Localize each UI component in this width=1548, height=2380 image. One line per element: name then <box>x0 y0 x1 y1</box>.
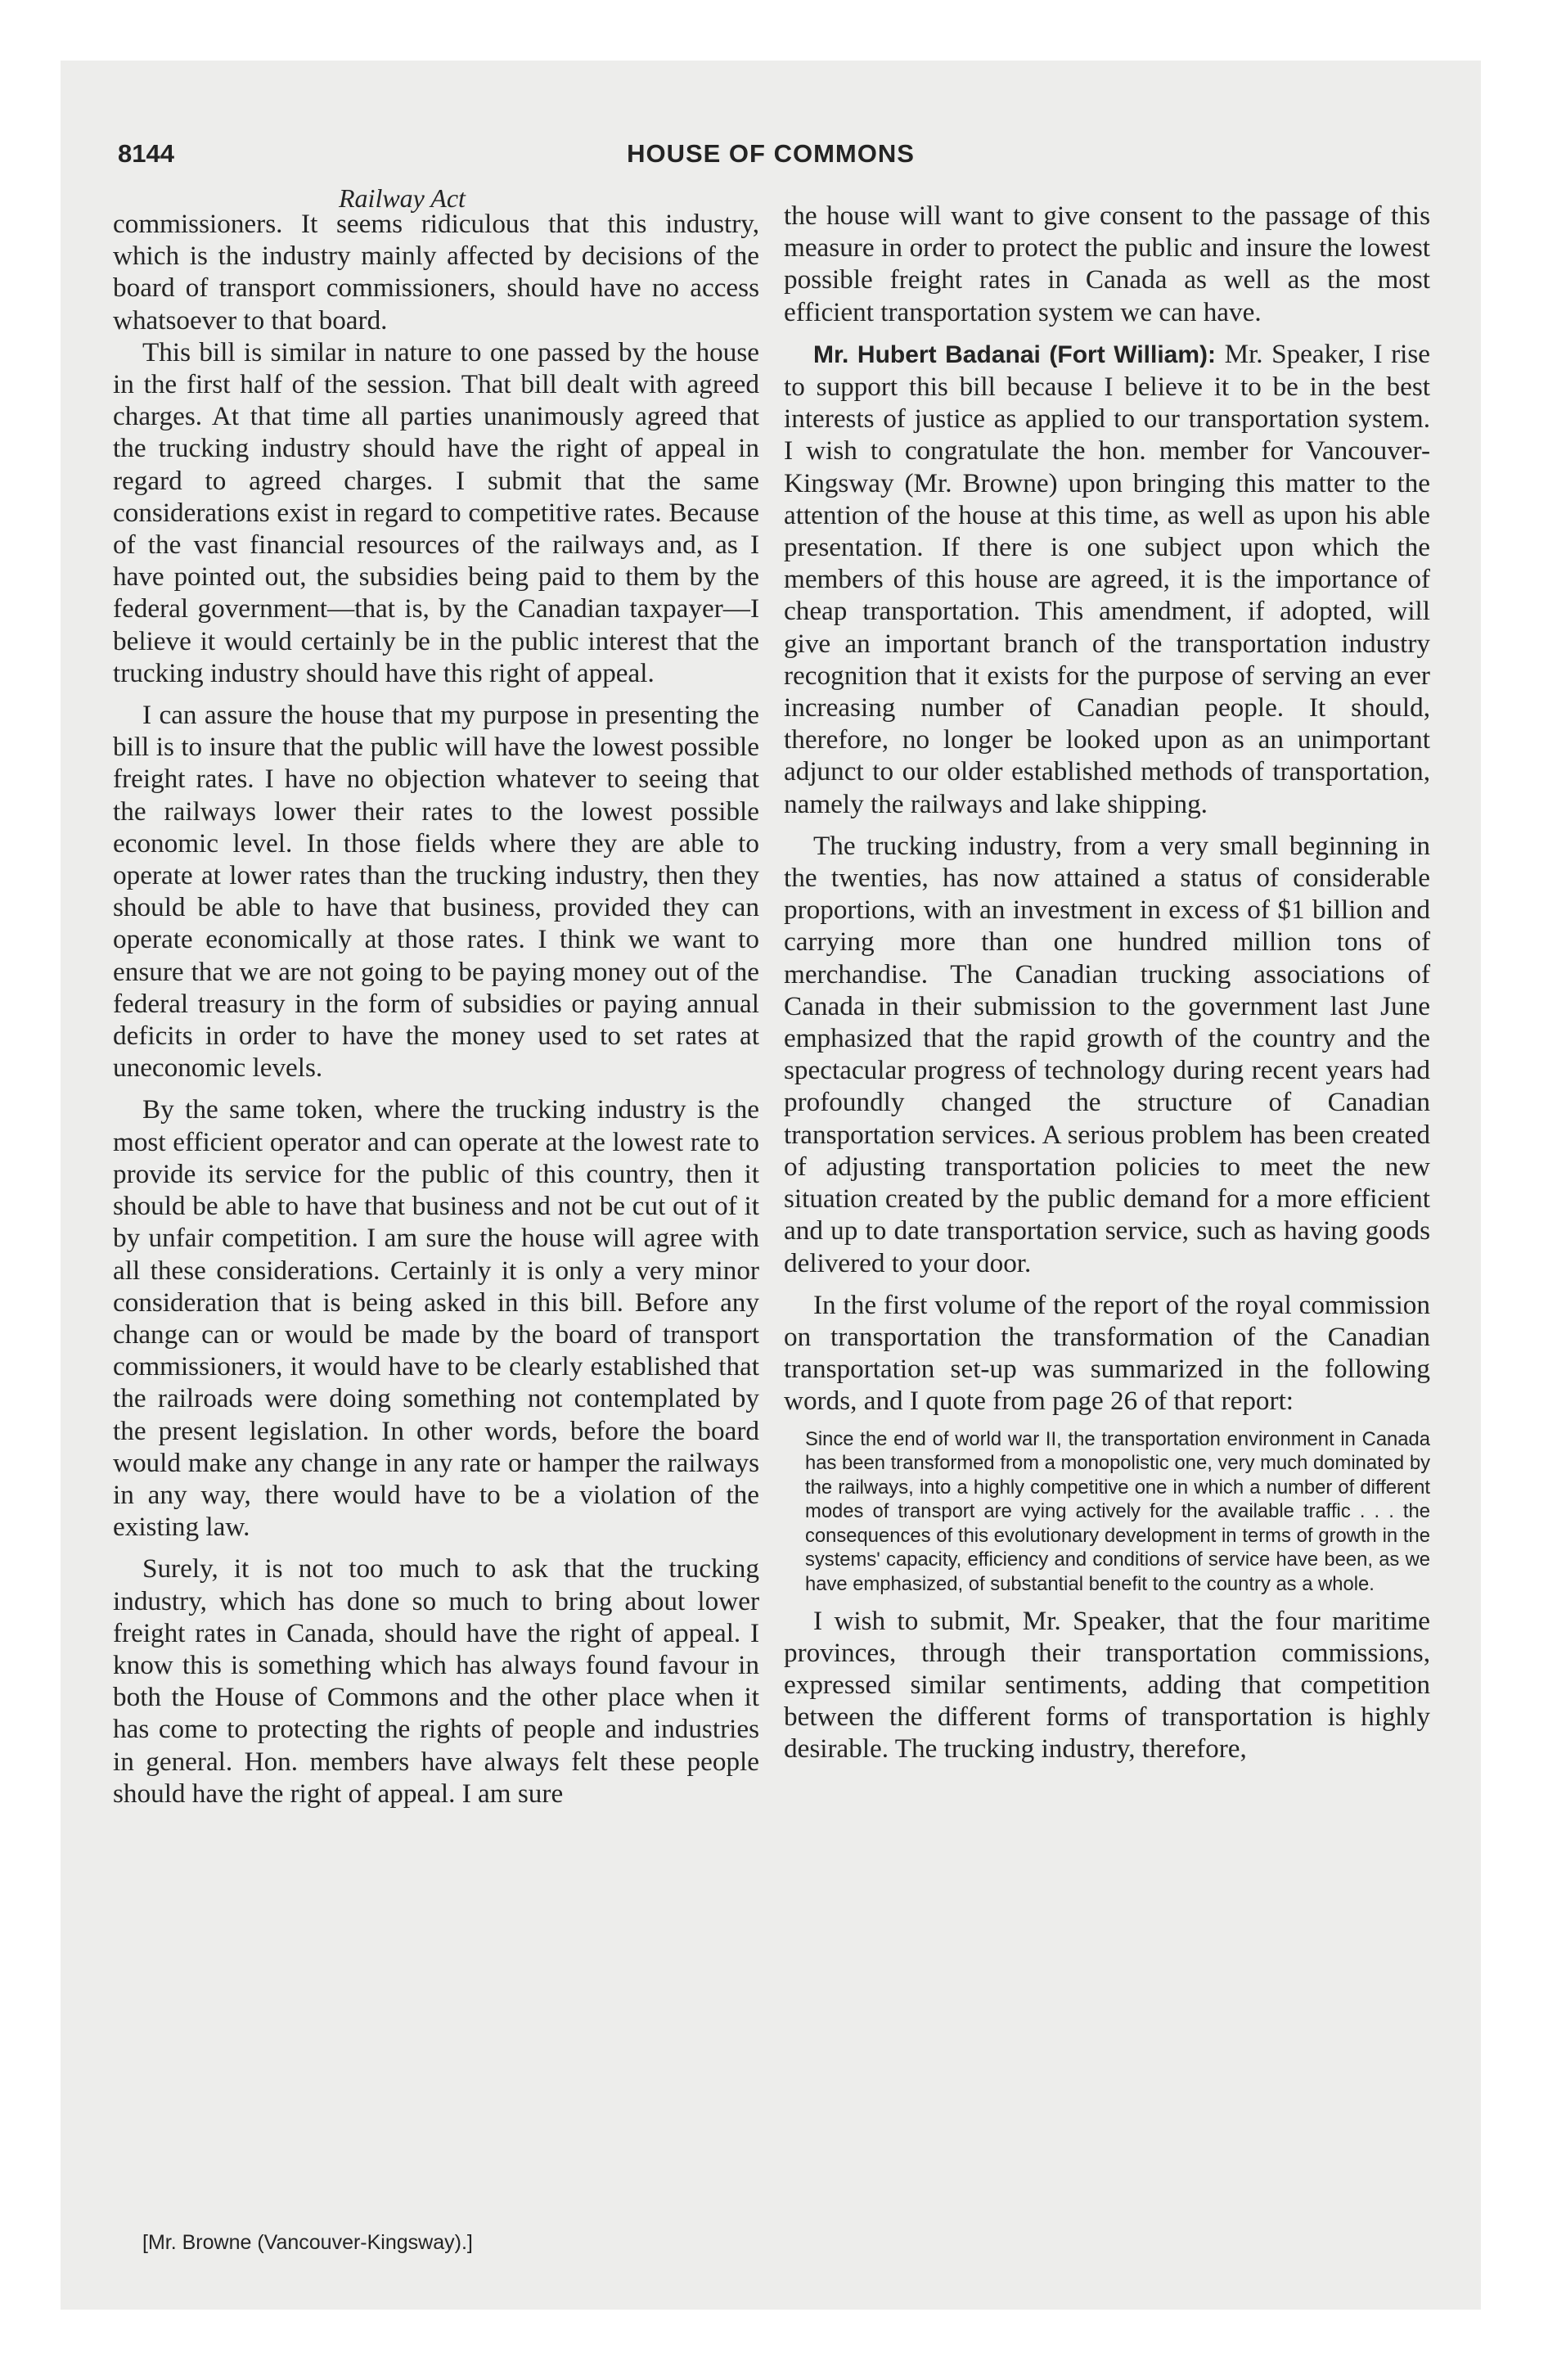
paragraph: the house will want to give consent to the passage of this measure in order to protect the public and insure the lowest possible freight rates in Canada as well as the most efficient transportation system we can have. <box>784 201 1430 327</box>
paragraph: The trucking industry, from a very small beginning in the twenties, has now attained a status of considerable proportions, with an investment in excess of $1 billion and carrying more than one hundred million tons of merchandise. The Canadian trucking associations of Canada in their submission to the government last June emphasized that the rapid growth of the country and the spectacular progress of technology during recent years had profoundly changed the structure of Canadian transportation services. A serious problem has been created of adjusting transportation policies to meet the new situation created by the public demand for a more efficient and up to date transportation service, such as having goods delivered to your door. <box>784 830 1430 1278</box>
running-head: HOUSE OF COMMONS <box>627 139 915 168</box>
paragraph: Surely, it is not too much to ask that the trucking industry, which has done so much to bring about lower freight rates in Canada, should have the right of appeal. I know this is something which has always found favour in both the House of Commons and the other place when it has come to protecting the rights of people and industries in general. Hon. members have always felt these people should have the right of appeal. I am sure <box>113 1553 759 1809</box>
speech-text: Mr. Speaker, I rise to support this bill because I believe it to be in the best interests of justice as applied to our transportation system. I wish to congratulate the hon. member for Vancouver-Kingsway (Mr. Browne) upon bringing this matter to the attention of the house at this time, as well as upon his able presentation. If there is one subject upon which the members of this house are agreed, it is the importance of cheap transportation. This amendment, if adopted, will give an important branch of the transportation industry recognition that it exists for the purpose of serving an ever increasing number of Canadian people. It should, therefore, no longer be looked upon as an unimportant adjunct to our older established methods of transportation, namely the railways and lake shipping. <box>784 338 1431 819</box>
paragraph: By the same token, where the trucking industry is the most efficient operator and can operate at the lowest rate to provide its service for the public of this country, then it should be able to have that business and not be cut out of it by unfair competition. I am sure the house will agree with all these considerations. Certainly it is only a very minor consideration that is being asked in this bill. Before any change can or would be made by the board of transport commissioners, it would have to be clearly established that the railroads were doing something not contemplated by the present legislation. In other words, before the board would make any change in any rate or hamper the railways in any way, there would have to be a violation of the existing law. <box>113 1094 759 1543</box>
block-quote: Since the end of world war II, the transportation environment in Canada has been transformed from a monopolistic one, very much dominated by the railways, into a highly competitive one in which a number of different modes of transport are vying actively for the available traffic . . . the consequences of this evolutionary development in terms of growth in the systems' capacity, efficiency and conditions of service have been, as we have emphasized, of substantial benefit to the country as a whole. <box>805 1427 1430 1596</box>
page-header <box>118 139 1424 180</box>
paragraph: commissioners. It seems ridiculous that this industry, which is the industry mainly affected by decisions of the board of transport commissioners, should have no access whatsoever to that board. <box>113 209 759 336</box>
speaker-footnote: [Mr. Browne (Vancouver-Kingsway).] <box>142 2231 473 2254</box>
paragraph: I can assure the house that my purpose in presenting the bill is to insure that the public will have the lowest possible freight rates. I have no objection whatever to seeing that the railways lower their rates to the lowest possible economic level. In those fields where they are able to operate at lower rates than the trucking industry, then they should be able to have that business, provided they can operate economically at those rates. I think we want to ensure that we are not going to be paying money out of the federal treasury in the form of subsidies or paying annual deficits in order to have the money used to set rates at uneconomic levels. <box>113 700 759 1084</box>
paragraph: This bill is similar in nature to one passed by the house in the first half of the session. That bill dealt with agreed charges. At that time all parties unanimously agreed that the trucking industry should have the right of appeal in regard to agreed charges. I submit that the same considerations exist in regard to competitive rates. Because of the vast financial resources of the railways and, as I have pointed out, the subsidies being paid to them by the federal government—that is, by the Canadian taxpayer—I believe it would certainly be in the public interest that the trucking industry should have this right of appeal. <box>113 336 759 688</box>
paragraph: I wish to submit, Mr. Speaker, that the four maritime provinces, through their transportation commissions, expressed similar sentiments, adding that competition between the different forms of transportation is highly desirable. The trucking industry, therefore, <box>784 1605 1430 1765</box>
page-sheet <box>61 61 1481 2310</box>
paragraph: In the first volume of the report of the royal commission on transportation the transformation of the Canadian transportation set-up was summarized in the following words, and I quote from page 26 of that report: <box>784 1289 1430 1417</box>
speech-paragraph <box>784 338 1430 820</box>
page-number: 8144 <box>118 139 174 168</box>
left-column <box>113 208 759 1810</box>
right-column <box>784 200 1430 1765</box>
speaker-name: Mr. Hubert Badanai (Fort William): <box>813 340 1217 368</box>
section-subhead: Railway Act <box>339 183 466 213</box>
